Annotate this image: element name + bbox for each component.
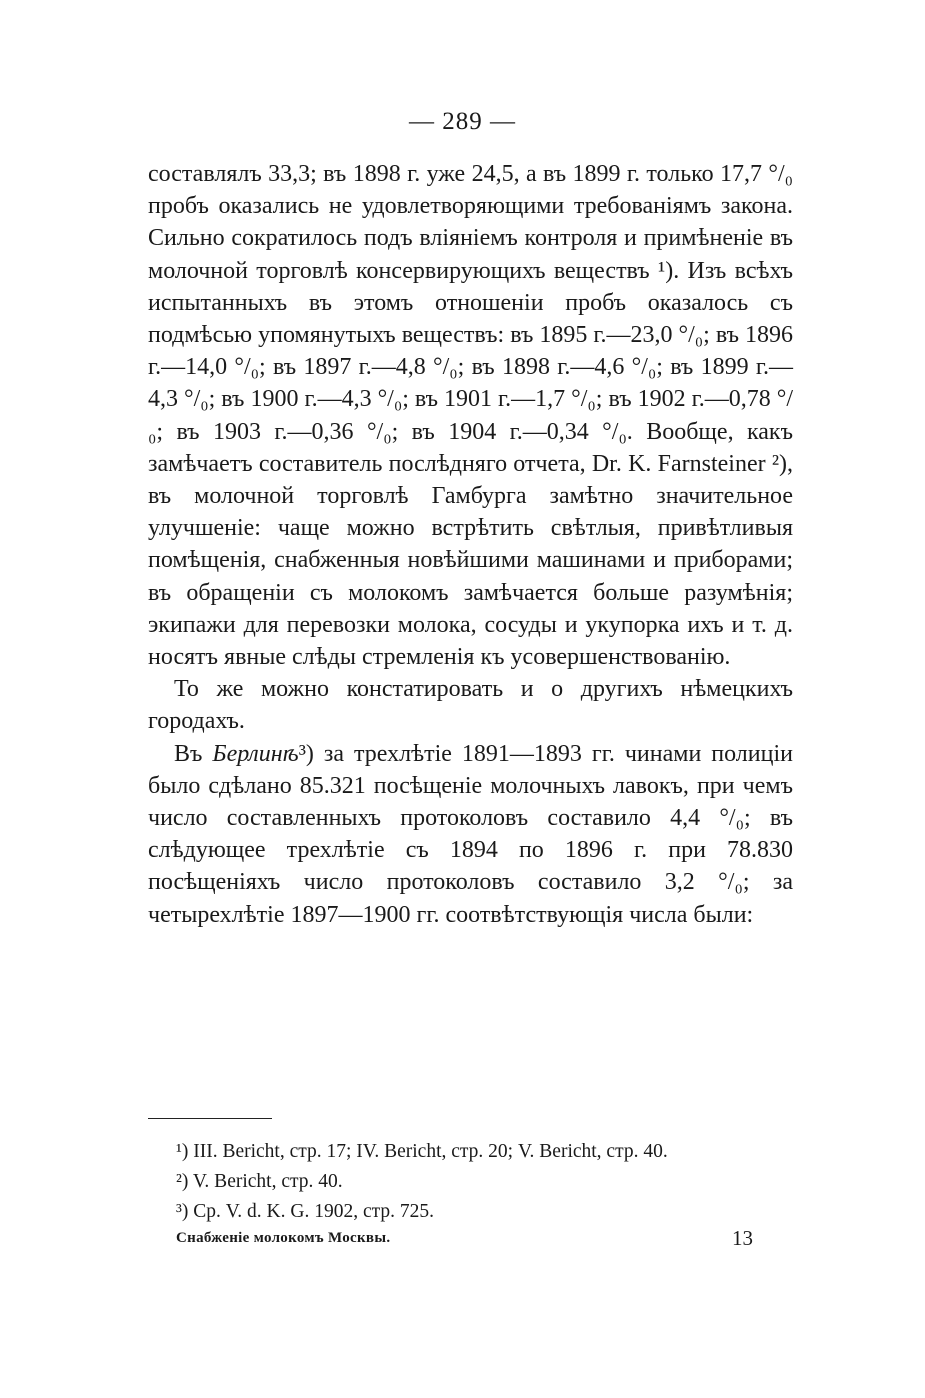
signature-line: Снабженіе молокомъ Москвы. bbox=[176, 1230, 391, 1246]
main-text bbox=[148, 158, 793, 931]
footnote-1: ¹) III. Bericht, стр. 17; IV. Bericht, стр. 20; V. Bericht, стр. 40. bbox=[176, 1141, 668, 1162]
berlin-lead: Въ bbox=[174, 740, 213, 767]
berlin-ref: ³) bbox=[298, 740, 314, 767]
berlin-city: Берлинѣ bbox=[212, 740, 299, 767]
page-number-header: — 289 — bbox=[409, 108, 516, 135]
berlin-rest: за трехлѣтіе 1891—1893 гг. чинами полиціи было сдѣлано 85.321 посѣщеніе молочныхъ лавокъ, при чемъ число составленныхъ протоколовъ составило 4,4 °/₀; въ слѣдующее трехлѣтіе съ 1894 по 1896 г. при 78.830 посѣщеніяхъ число протоколовъ составило 3,2 °/₀; за четырехлѣтіе 1897—1900 гг. соотвѣтствующія числа были: bbox=[148, 740, 793, 928]
paragraph-other-cities: То же можно констатировать и о другихъ нѣмецкихъ городахъ. bbox=[148, 676, 793, 735]
paragraph-hamburg: составлялъ 33,3; въ 1898 г. уже 24,5, а въ 1899 г. только 17,7 °/₀ пробъ оказались не удовлетворяющими требованіямъ закона. Сильно сократилось подъ вліяніемъ контроля и примѣненіе въ молочной торговлѣ консервирующихъ веществъ ¹). Изъ всѣхъ испытанныхъ въ этомъ отношеніи пробъ оказалось съ подмѣсью упомянутыхъ веществъ: въ 1895 г.—23,0 °/₀; въ 1896 г.—14,0 °/₀; въ 1897 г.—4,8 °/₀; въ 1898 г.—4,6 °/₀; въ 1899 г.—4,3 °/₀; въ 1900 г.—4,3 °/₀; въ 1901 г.—1,7 °/₀; въ 1902 г.—0,78 °/₀; въ 1903 г.—0,36 °/₀; въ 1904 г.—0,34 °/₀. Вообще, какъ замѣчаетъ составитель послѣдняго отчета, Dr. K. Farnsteiner ²), въ молочной торговлѣ Гамбурга замѣтно значительное улучшеніе: чаще можно встрѣтить свѣтлыя, привѣтливыя помѣщенія, снабженныя новѣйшими машинами и приборами; въ обращеніи съ молокомъ замѣчается больше разумѣнія; экипажи для перевозки молока, сосуды и укупорка ихъ и т. д. носятъ явные слѣды стремленія къ усовершенствованію. bbox=[148, 161, 794, 671]
footnote-3: ³) Ср. V. d. K. G. 1902, стр. 725. bbox=[176, 1201, 434, 1222]
footnote-2: ²) V. Bericht, стр. 40. bbox=[176, 1171, 343, 1192]
sheet-number: 13 bbox=[732, 1226, 753, 1250]
footnotes bbox=[176, 1137, 816, 1227]
paragraph-berlin bbox=[148, 738, 793, 931]
footnote-rule bbox=[148, 1118, 272, 1119]
